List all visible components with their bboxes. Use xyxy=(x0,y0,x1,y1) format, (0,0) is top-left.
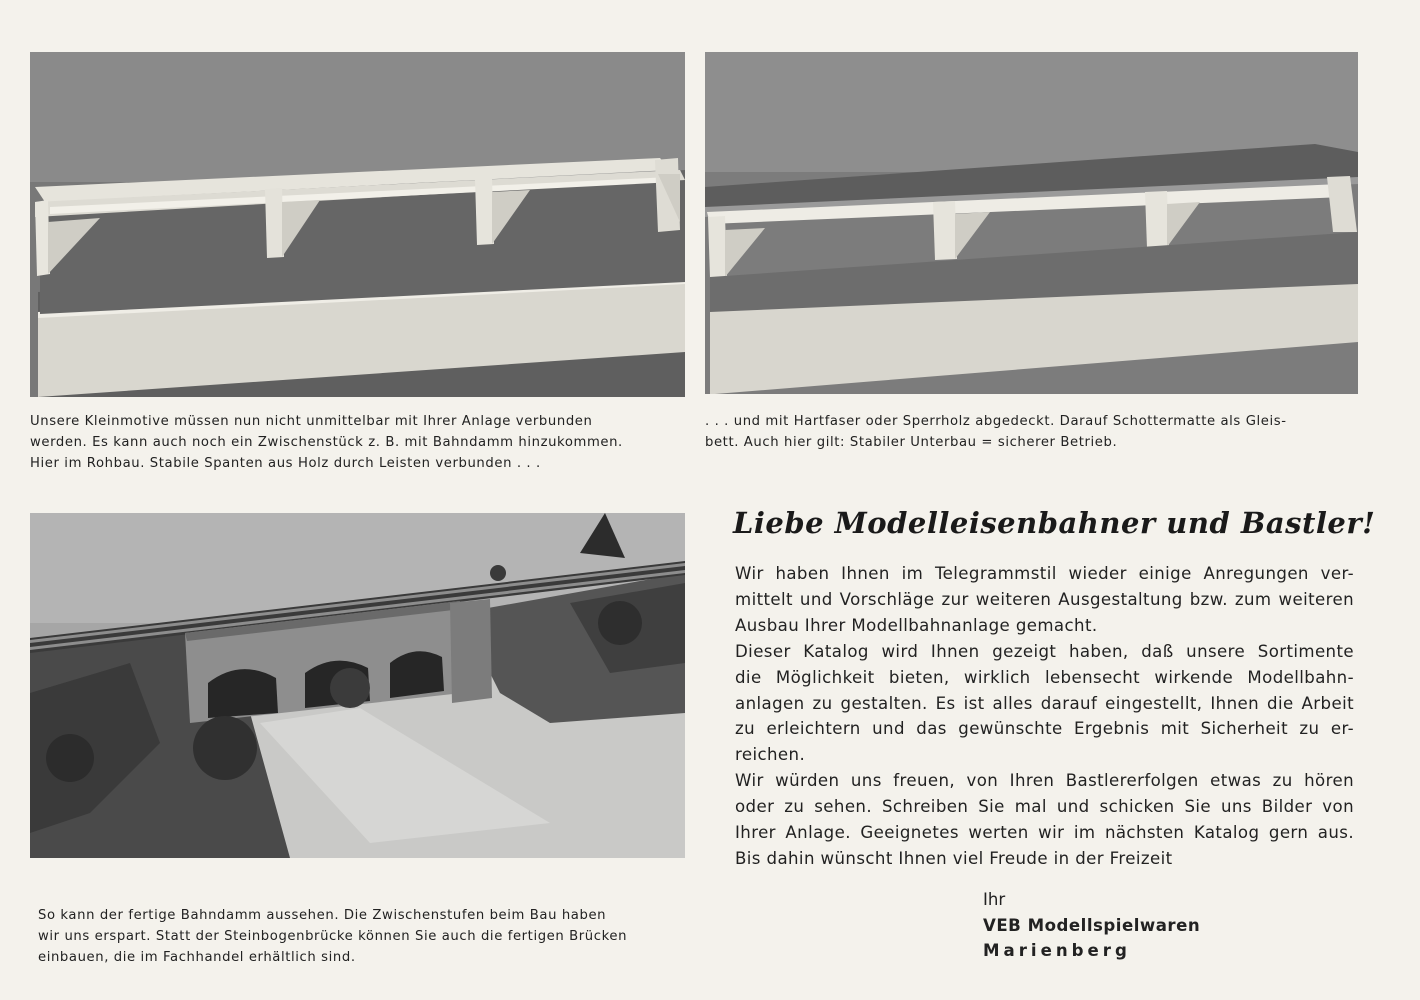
letter-line: reichen. xyxy=(735,745,806,765)
caption-line: wir uns erspart. Statt der Steinbogenbrücke können Sie auch die fertigen Brücken xyxy=(38,929,628,944)
caption-abgedeckt xyxy=(705,411,1357,453)
caption-line: So kann der fertige Bahndamm aussehen. Die Zwischenstufen beim Bau haben xyxy=(38,908,607,923)
letter-line: anlagen zu gestalten. Es ist alles darauf eingestellt, Ihnen die Arbeit xyxy=(735,693,1354,713)
caption-line: . . . und mit Hartfaser oder Sperrholz abgedeckt. Darauf Schottermatte als Gleis- xyxy=(705,414,1287,429)
caption-rohbau xyxy=(30,411,682,474)
caption-line: Unsere Kleinmotive müssen nun nicht unmittelbar mit Ihrer Anlage verbunden xyxy=(30,414,593,429)
photo-fertiger-bahndamm xyxy=(30,513,685,858)
caption-line: einbauen, die im Fachhandel erhältlich sind. xyxy=(38,950,356,965)
letter-line: oder zu sehen. Schreiben Sie mal und schicken Sie uns Bilder von xyxy=(735,797,1354,817)
caption-line: werden. Es kann auch noch ein Zwischenstück z. B. mit Bahndamm hinzukommen. xyxy=(30,435,623,450)
letter-line: mittelt und Vorschläge zur weiteren Ausgestaltung bzw. zum weiteren xyxy=(735,589,1354,609)
letter-line: Wir haben Ihnen im Telegrammstil wieder einige Anregungen ver- xyxy=(735,564,1354,583)
letter-line: zu erleichtern und das gewünschte Ergebnis mit Sicherheit zu er- xyxy=(735,719,1354,739)
letter-line: die Möglichkeit bieten, wirklich lebensecht wirkende Modellbahn- xyxy=(735,667,1354,687)
letter-line: Ihrer Anlage. Geeignetes werten wir im nächsten Katalog gern aus. xyxy=(735,823,1354,843)
signature-greeting: Ihr xyxy=(983,890,1006,909)
letter-headline: Liebe Modelleisenbahner und Bastler! xyxy=(733,506,1376,540)
letter-line: Bis dahin wünscht Ihnen viel Freude in der Freizeit xyxy=(735,848,1173,868)
signature-city: Marienberg xyxy=(983,941,1131,960)
photo-abgedeckt xyxy=(705,52,1358,394)
signature-company: VEB Modellspielwaren xyxy=(983,915,1201,935)
letter-body xyxy=(735,561,1354,872)
letter-signature xyxy=(983,887,1200,964)
letter-line: Wir würden uns freuen, von Ihren Bastlererfolgen etwas zu hören xyxy=(735,771,1354,791)
letter-line: Ausbau Ihrer Modellbahnanlage gemacht. xyxy=(735,615,1098,635)
caption-line: bett. Auch hier gilt: Stabiler Unterbau = sicherer Betrieb. xyxy=(705,435,1118,450)
letter-line: Dieser Katalog wird Ihnen gezeigt haben, daß unsere Sortimente xyxy=(735,641,1354,661)
caption-fertiger-bahndamm xyxy=(38,905,689,968)
caption-line: Hier im Rohbau. Stabile Spanten aus Holz durch Leisten verbunden . . . xyxy=(30,456,541,471)
photo-rohbau xyxy=(30,52,685,397)
